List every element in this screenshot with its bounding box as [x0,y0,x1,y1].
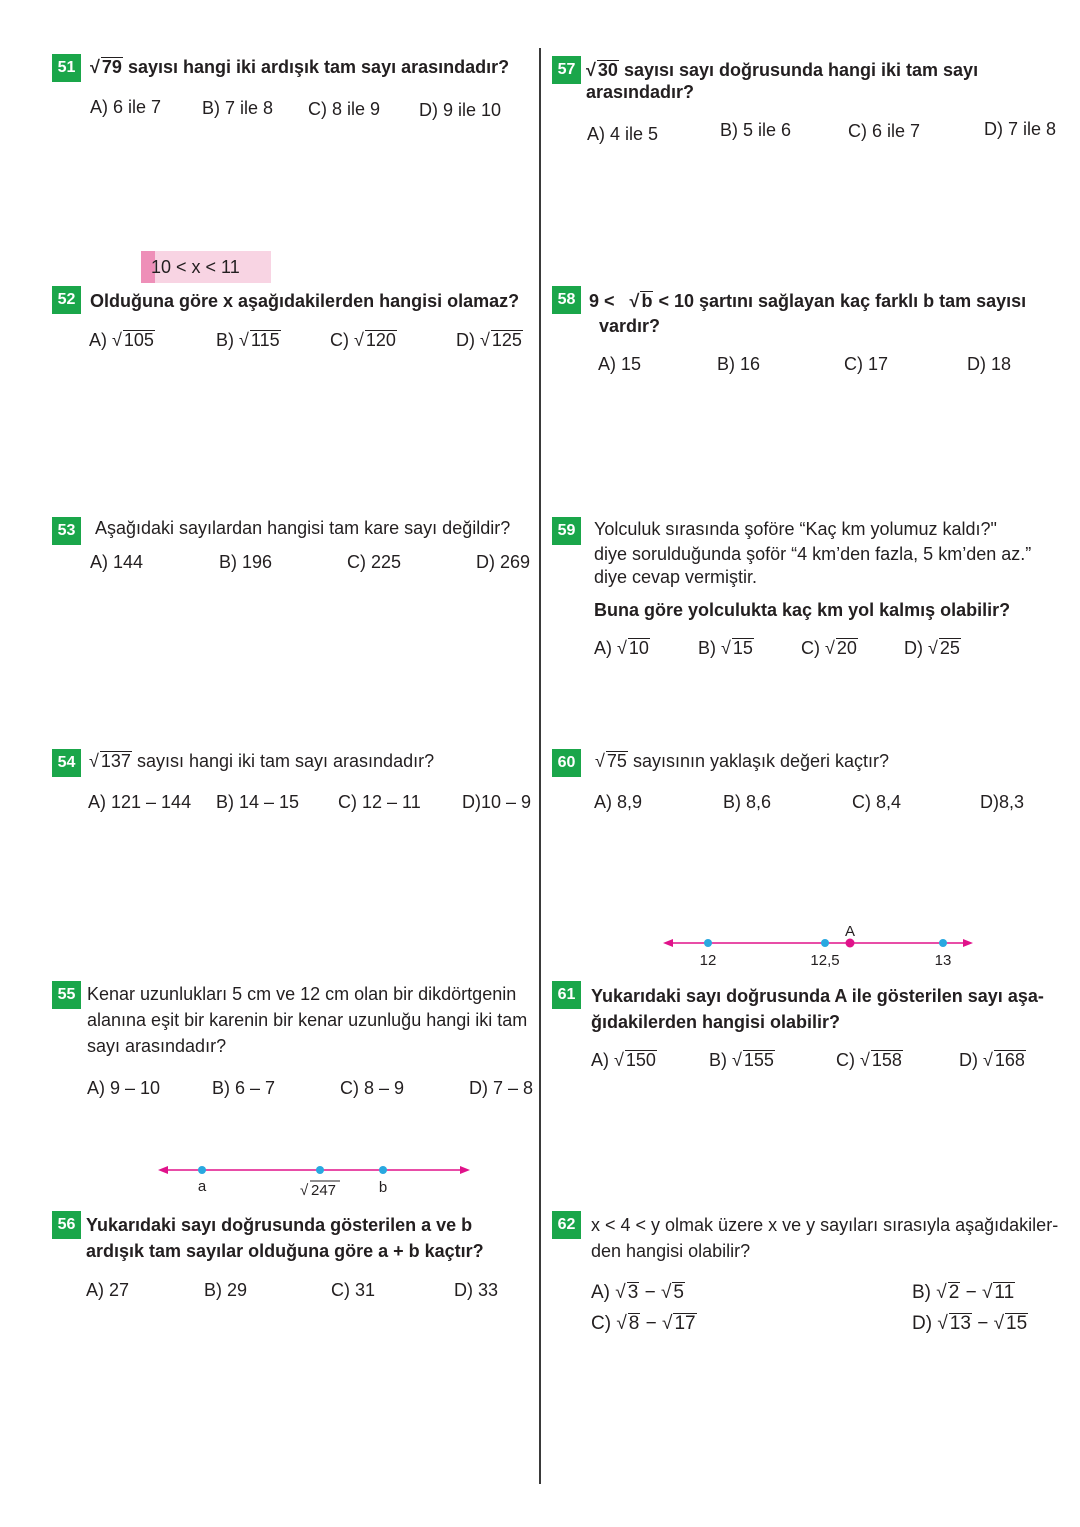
option-b[interactable]: B) 16 [717,354,761,374]
option-d[interactable]: D) 18 [967,354,1012,374]
option-b[interactable]: B) 7 ile 8 [202,98,274,118]
sqrt-expression: √ b [629,291,653,311]
question-stem: Yolculuk sırasında şoföre “Kaç km yolumuz kaldı?" diye sorulduğunda şoför “4 km’den fazla, 5 km’den az.” diye cevap vermiştir. [594,519,1032,587]
option-a[interactable]: A) 9 – 10 [87,1078,161,1098]
label-sqrt247: 247 [311,1182,337,1199]
option-b[interactable]: B) 29 [204,1280,248,1300]
arrow-left-icon [663,939,673,947]
column-divider [539,48,541,1484]
option-d[interactable]: D)8,3 [980,792,1025,812]
question-number-badge: 54 [52,749,81,777]
option-c[interactable]: C) 31 [331,1280,376,1300]
sqrt-expression: √ 30 [586,60,618,80]
question-stem: √ 30 sayısı sayı doğrusunda hangi iki tam sayı arasındadır? [586,60,979,102]
label-A: A [844,923,856,940]
point-a [198,1166,206,1174]
question-number-badge: 62 [552,1211,581,1239]
option-d[interactable]: D) √ 13 − √ 15 [912,1313,1028,1334]
question-number-badge: 58 [552,286,581,314]
option-a[interactable]: A) 8,9 [594,792,643,812]
question-number-badge: 52 [52,286,81,314]
option-b[interactable]: B) 8,6 [723,792,772,812]
question-stem: 9 < √ b < 10 şartını sağlayan kaç farklı b tam sayısı vardır? [589,291,1027,336]
option-d[interactable]: D)10 – 9 [462,792,532,812]
condition-box [141,251,271,283]
option-c[interactable]: C) √ 20 [801,638,857,658]
option-d[interactable]: D) 33 [454,1280,499,1300]
option-d[interactable]: D) 9 ile 10 [419,100,502,120]
question-stem: Aşağıdaki sayılardan hangisi tam kare sayı değildir? [95,518,511,538]
option-b[interactable]: B) √ 155 [709,1050,774,1070]
option-c[interactable]: C) 8,4 [852,792,902,812]
option-d[interactable]: D) √ 125 [456,330,522,350]
point-12-5 [821,939,829,947]
option-d[interactable]: D) 269 [476,552,531,572]
label-12: 12 [699,952,717,969]
option-c[interactable]: C) √ 120 [330,330,396,350]
option-b[interactable]: B) 196 [219,552,273,572]
option-c[interactable]: C) 8 ile 9 [308,99,381,119]
sqrt-sign: √ [300,1182,309,1199]
option-b[interactable]: B) 5 ile 6 [720,120,792,140]
question-number-badge: 61 [552,981,581,1009]
option-a[interactable]: A) 144 [90,552,144,572]
question-stem: √ 75 sayısının yaklaşık değeri kaçtır? [595,749,889,774]
option-a[interactable]: A) √ 10 [594,638,649,658]
question-number-badge: 59 [552,517,581,545]
point-b [379,1166,387,1174]
label-13: 13 [934,952,952,969]
option-c[interactable]: C) √ 158 [836,1050,902,1070]
question-number-badge: 53 [52,517,81,545]
question-prompt: Buna göre yolculukta kaç km yol kalmış olabilir? [594,600,1011,620]
option-c[interactable]: C) 225 [347,552,402,572]
option-a[interactable]: A) 15 [598,354,642,374]
option-a[interactable]: A) √ 150 [591,1050,656,1070]
option-b[interactable]: B) 14 – 15 [216,792,300,812]
option-a[interactable]: A) 4 ile 5 [587,124,659,144]
label-b: b [378,1179,388,1196]
point-12 [704,939,712,947]
arrow-right-icon [963,939,973,947]
option-c[interactable]: C) 17 [844,354,889,374]
option-a[interactable]: A) √ 3 − √ 5 [591,1282,684,1303]
option-a[interactable]: A) 6 ile 7 [90,97,162,117]
sqrt-expression: √ 137 [89,751,131,771]
question-stem: Yukarıdaki sayı doğrusunda A ile gösterilen sayı aşa- ğıdakilerden hangisi olabilir? [591,986,1044,1032]
question-stem: √ 137 sayısı hangi iki tam sayı arasındadır? [89,749,434,774]
arrow-left-icon [158,1166,168,1174]
point-13 [939,939,947,947]
option-d[interactable]: D) 7 ile 8 [984,119,1057,139]
option-a[interactable]: A) √ 105 [89,330,154,350]
option-b[interactable]: B) √ 15 [698,638,753,658]
question-number-badge: 56 [52,1211,81,1239]
question-number-badge: 55 [52,981,81,1009]
question-number-badge: 57 [552,56,581,84]
option-b[interactable]: B) √ 2 − √ 11 [912,1282,1015,1303]
question-stem: Yukarıdaki sayı doğrusunda gösterilen a ve b ardışık tam sayılar olduğuna göre a + b kaçtır? [86,1215,484,1261]
point-sqrt247 [316,1166,324,1174]
option-c[interactable]: C) 8 – 9 [340,1078,405,1098]
option-c[interactable]: C) 12 – 11 [338,792,421,812]
label-12-5: 12,5 [810,952,840,969]
condition-text: 10 < x < 11 [151,257,240,277]
number-line-61 [655,920,985,970]
question-stem: Olduğuna göre x aşağıdakilerden hangisi olamaz? [90,291,520,311]
option-c[interactable]: C) √ 8 − √ 17 [591,1313,696,1334]
option-d[interactable]: D) 7 – 8 [469,1078,534,1098]
sqrt-expression: √ 75 [595,751,627,771]
arrow-right-icon [460,1166,470,1174]
label-a: a [197,1178,207,1195]
number-line-56 [150,1155,480,1203]
question-stem: √ 79 sayısı hangi iki ardışık tam sayı arasındadır? [90,55,509,80]
question-number-badge: 51 [52,54,81,82]
option-a[interactable]: A) 121 – 144 [88,792,192,812]
option-d[interactable]: D) √ 168 [959,1050,1025,1070]
question-stem: Kenar uzunlukları 5 cm ve 12 cm olan bir dikdörtgenin alanına eşit bir karenin bir kenar uzunluğu hangi iki tam sayı arasındadır? [87,984,528,1056]
option-c[interactable]: C) 6 ile 7 [848,121,921,141]
sqrt-expression: √ 79 [90,57,122,77]
option-b[interactable]: B) √ 115 [216,330,280,350]
question-stem: x < 4 < y olmak üzere x ve y sayıları sırasıyla aşağıdakiler- den hangisi olabilir? [591,1215,1059,1261]
question-number-badge: 60 [552,749,581,777]
option-d[interactable]: D) √ 25 [904,638,960,658]
option-a[interactable]: A) 27 [86,1280,130,1300]
option-b[interactable]: B) 6 – 7 [212,1078,276,1098]
